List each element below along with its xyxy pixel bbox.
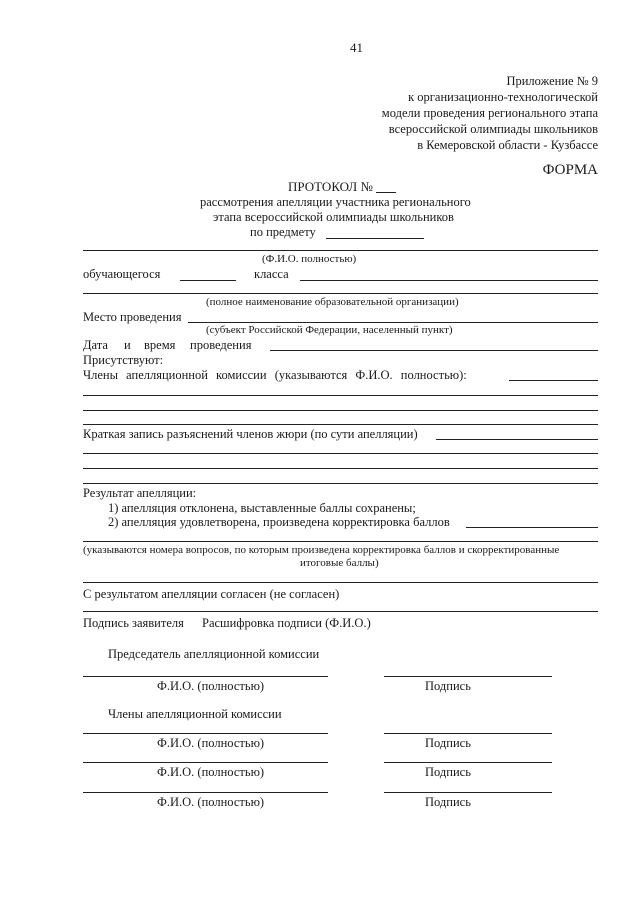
protocol-title: ПРОТОКОЛ № bbox=[288, 179, 373, 194]
member-2-fio-caption: Ф.И.О. (полностью) bbox=[157, 765, 265, 779]
venue-label: Место проведения bbox=[83, 310, 182, 324]
member-1-signature-line bbox=[384, 733, 552, 734]
member-2-signature-line bbox=[384, 762, 552, 763]
member-2-signature-caption: Подпись bbox=[425, 765, 471, 779]
appendix-line-1: Приложение № 9 bbox=[506, 74, 598, 88]
title-line-3: этапа всероссийской олимпиады школьников bbox=[213, 210, 454, 224]
member-1-fio-line bbox=[83, 733, 328, 734]
appendix-line-5: в Кемеровской области - Кузбассе bbox=[417, 138, 598, 152]
date-word-3: время bbox=[144, 338, 176, 352]
title-line-2: рассмотрения апелляции участника регионального bbox=[200, 195, 471, 209]
date-word-4: проведения bbox=[190, 338, 252, 352]
summary-label: Краткая запись разъяснений членов жюри (по сути апелляции) bbox=[83, 427, 418, 441]
result-line-0 bbox=[466, 527, 598, 528]
org-hint: (полное наименование образовательной организации) bbox=[206, 296, 459, 308]
appendix-line-3: модели проведения регионального этапа bbox=[381, 106, 598, 120]
result-option-1: 1) апелляция отклонена, выставленные баллы сохранены; bbox=[108, 501, 416, 515]
summary-line-2 bbox=[83, 468, 598, 469]
chair-signature-line bbox=[384, 676, 552, 677]
member-3-fio-line bbox=[83, 792, 328, 793]
agree-label: С результатом апелляции согласен (не согласен) bbox=[83, 587, 340, 601]
correction-line bbox=[83, 582, 598, 583]
subject-line bbox=[326, 238, 424, 239]
appendix-line-2: к организационно-технологической bbox=[408, 90, 598, 104]
protocol-number-line bbox=[376, 192, 396, 193]
date-word-2: и bbox=[124, 338, 131, 352]
class-label: класса bbox=[254, 267, 289, 281]
region-hint: (субъект Российской Федерации, населенный пункт) bbox=[206, 324, 453, 336]
student-line bbox=[300, 280, 598, 281]
class-number-line bbox=[180, 280, 236, 281]
chair-fio-line bbox=[83, 676, 328, 677]
result-line-1 bbox=[83, 541, 598, 542]
commission-line-1 bbox=[83, 395, 598, 396]
member-2-fio-line bbox=[83, 762, 328, 763]
chair-signature-caption: Подпись bbox=[425, 679, 471, 693]
member-1-signature-caption: Подпись bbox=[425, 736, 471, 750]
member-3-signature-caption: Подпись bbox=[425, 795, 471, 809]
student-label: обучающегося bbox=[83, 267, 161, 281]
member-3-signature-line bbox=[384, 792, 552, 793]
subject-label: по предмету bbox=[250, 225, 316, 239]
commission-line-3 bbox=[83, 424, 598, 425]
correction-hint-1: (указываются номера вопросов, по которым произведена корректировка баллов и скорректированные bbox=[83, 544, 560, 556]
present-label: Присутствуют: bbox=[83, 353, 164, 367]
appendix-line-4: всероссийской олимпиады школьников bbox=[388, 122, 598, 136]
members-label: Члены апелляционной комиссии bbox=[108, 707, 282, 721]
fio-hint: (Ф.И.О. полностью) bbox=[262, 253, 357, 265]
member-3-fio-caption: Ф.И.О. (полностью) bbox=[157, 795, 265, 809]
result-option-2: 2) апелляция удовлетворена, произведена корректировка баллов bbox=[108, 515, 450, 529]
result-label: Результат апелляции: bbox=[83, 486, 197, 500]
applicant-decode-label: Расшифровка подписи (Ф.И.О.) bbox=[202, 616, 371, 630]
date-line bbox=[270, 350, 598, 351]
summary-line-0 bbox=[436, 439, 598, 440]
applicant-signature-label: Подпись заявителя bbox=[83, 616, 184, 630]
form-label: ФОРМА bbox=[542, 162, 598, 178]
page-number: 41 bbox=[350, 40, 363, 55]
correction-hint-2: итоговые баллы) bbox=[300, 557, 379, 569]
fio-line bbox=[83, 250, 598, 251]
summary-line-3 bbox=[83, 483, 598, 484]
commission-label: Члены апелляционной комиссии (указываются Ф.И.О. полностью): bbox=[83, 368, 467, 382]
agree-line bbox=[83, 611, 598, 612]
date-word-1: Дата bbox=[83, 338, 108, 352]
chair-label: Председатель апелляционной комиссии bbox=[108, 647, 320, 661]
venue-line bbox=[188, 322, 598, 323]
summary-line-1 bbox=[83, 453, 598, 454]
chair-fio-caption: Ф.И.О. (полностью) bbox=[157, 679, 265, 693]
commission-line-2 bbox=[83, 410, 598, 411]
org-line bbox=[83, 293, 598, 294]
member-1-fio-caption: Ф.И.О. (полностью) bbox=[157, 736, 265, 750]
commission-line-0 bbox=[509, 380, 598, 381]
